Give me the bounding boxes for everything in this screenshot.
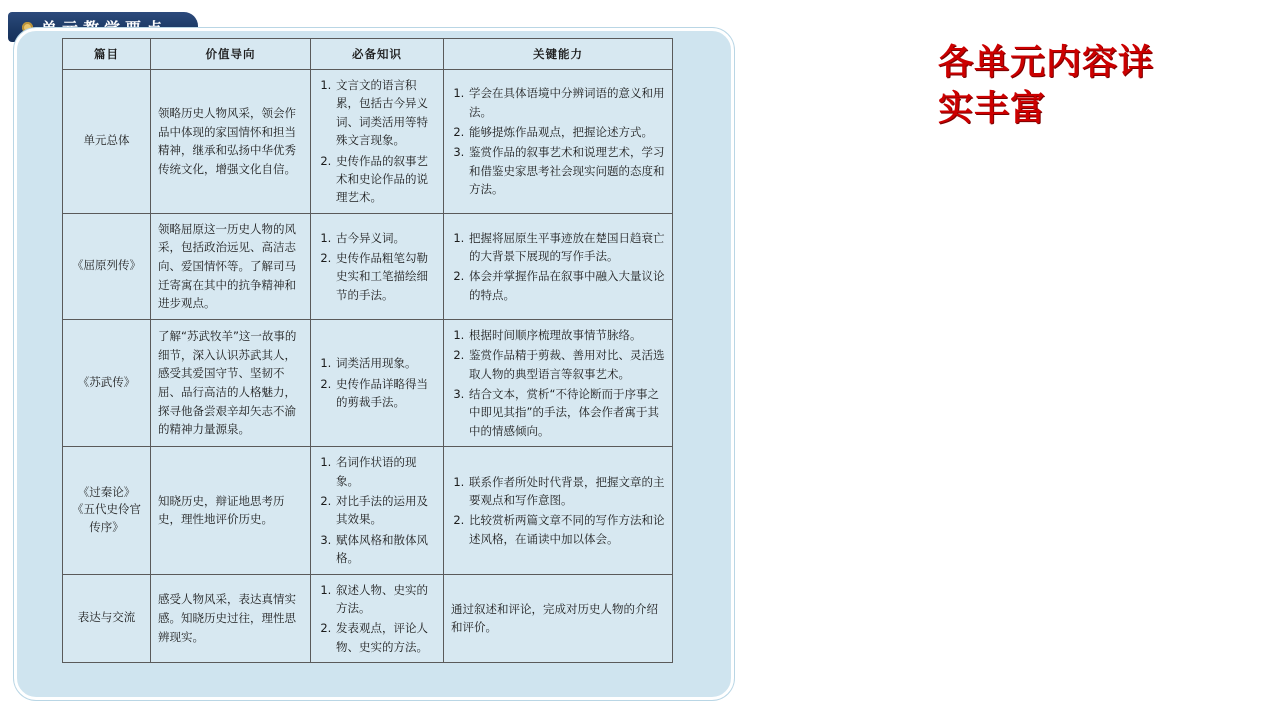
- list-item: 3. 鉴赏作品的叙事艺术和说理艺术，学习和借鉴史家思考社会现实问题的态度和方法。: [468, 143, 665, 198]
- list-item: 2. 史传作品详略得当的剪裁手法。: [335, 375, 436, 412]
- row-ability: [444, 447, 673, 574]
- column-header-ability: 关键能力: [444, 39, 673, 70]
- column-header-knowledge: 必备知识: [311, 39, 444, 70]
- list-item: 1. 根据时间顺序梳理故事情节脉络。: [468, 326, 665, 344]
- list-item: 1. 词类活用现象。: [335, 354, 436, 372]
- row-title: 《屈原列传》: [63, 213, 151, 319]
- annotation-line-1: 各单元内容详: [938, 43, 1155, 83]
- table-header-row: [63, 39, 673, 70]
- list-item: 2. 体会并掌握作品在叙事中融入大量议论的特点。: [468, 267, 665, 304]
- row-ability: [444, 319, 673, 446]
- list-item: 1. 古今异义词。: [335, 229, 436, 247]
- column-header-value: 价值导向: [151, 39, 311, 70]
- table-row: [63, 70, 673, 214]
- row-knowledge: [311, 447, 444, 574]
- row-knowledge: [311, 319, 444, 446]
- list-item: 1. 叙述人物、史实的方法。: [335, 581, 436, 618]
- list-item: 1. 名词作状语的现象。: [335, 453, 436, 490]
- annotation-note: [938, 40, 1258, 132]
- row-knowledge: [311, 70, 444, 214]
- list-item: 2. 史传作品的叙事艺术和史论作品的说理艺术。: [335, 152, 436, 207]
- list-item: 1. 文言文的语言积累，包括古今异义词、词类活用等特殊文言现象。: [335, 76, 436, 150]
- list-item: 1. 把握将屈原生平事迹放在楚国日趋衰亡的大背景下展现的写作手法。: [468, 229, 665, 266]
- row-title: 《苏武传》: [63, 319, 151, 446]
- row-value: 感受人物风采，表达真情实感。知晓历史过往，理性思辨现实。: [151, 574, 311, 663]
- column-header-title: 篇目: [63, 39, 151, 70]
- list-item: 2. 对比手法的运用及其效果。: [335, 492, 436, 529]
- row-knowledge: [311, 574, 444, 663]
- row-value: 了解“苏武牧羊”这一故事的细节，深入认识苏武其人，感受其爱国守节、坚韧不屈、品行高洁的人格魅力，探寻他备尝艰辛却矢志不渝的精神力量源泉。: [151, 319, 311, 446]
- list-item: 2. 发表观点，评论人物、史实的方法。: [335, 619, 436, 656]
- row-ability: [444, 70, 673, 214]
- table-row: [63, 319, 673, 446]
- unit-teaching-points-table: [62, 38, 673, 663]
- list-item: 2. 鉴赏作品精于剪裁、善用对比、灵活选取人物的典型语言等叙事艺术。: [468, 346, 665, 383]
- list-item: 1. 联系作者所处时代背景，把握文章的主要观点和写作意图。: [468, 473, 665, 510]
- row-value: 知晓历史，辩证地思考历史，理性地评价历史。: [151, 447, 311, 574]
- row-value: 领略屈原这一历史人物的风采，包括政治远见、高洁志向、爱国情怀等。了解司马迁寄寓在其中的抗争精神和进步观点。: [151, 213, 311, 319]
- table-row: [63, 213, 673, 319]
- table-row: [63, 574, 673, 663]
- row-value: 领略历史人物风采，领会作品中体现的家国情怀和担当精神，继承和弘扬中华优秀传统文化，增强文化自信。: [151, 70, 311, 214]
- table-row: [63, 447, 673, 574]
- annotation-line-2: 实丰富: [938, 89, 1047, 130]
- list-item: 2. 比较赏析两篇文章不同的写作方法和论述风格，在诵读中加以体会。: [468, 511, 665, 548]
- row-ability: 通过叙述和评论，完成对历史人物的介绍和评价。: [444, 574, 673, 663]
- list-item: 2. 能够提炼作品观点，把握论述方式。: [468, 123, 665, 141]
- list-item: 1. 学会在具体语境中分辨词语的意义和用法。: [468, 84, 665, 121]
- row-title: 单元总体: [63, 70, 151, 214]
- row-knowledge: [311, 213, 444, 319]
- list-item: 2. 史传作品粗笔勾勒史实和工笔描绘细节的手法。: [335, 249, 436, 304]
- row-ability: [444, 213, 673, 319]
- row-title: 表达与交流: [63, 574, 151, 663]
- list-item: 3. 结合文本，赏析“不待论断而于序事之中即见其指”的手法，体会作者寓于其中的情感倾向。: [468, 385, 665, 440]
- list-item: 3. 赋体风格和散体风格。: [335, 531, 436, 568]
- row-title: 《过秦论》《五代史伶官传序》: [63, 447, 151, 574]
- unit-table-container: [62, 38, 672, 663]
